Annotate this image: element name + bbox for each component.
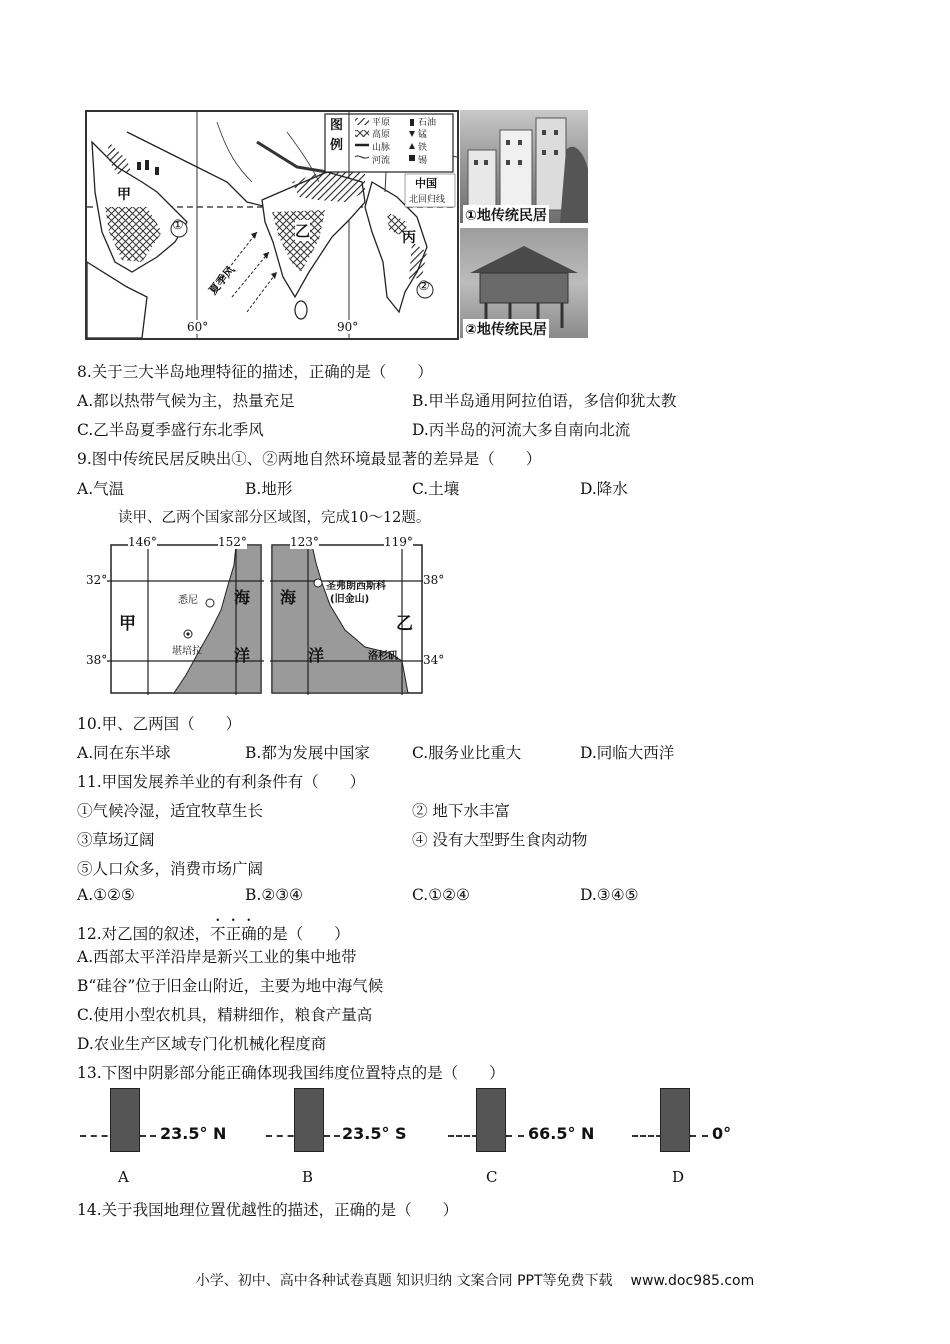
lat-32: 32° <box>86 573 108 587</box>
q12-stem <box>77 916 350 944</box>
q11-option-c: C.①②④ <box>412 886 470 904</box>
legend-plateau: 高原 <box>372 130 391 140</box>
marker-2: ② <box>418 279 430 294</box>
page-footer <box>0 1270 950 1290</box>
lat-34-right: 34° <box>423 653 445 667</box>
q13-figure-b-letter: B <box>302 1168 314 1186</box>
sea-left-2: 洋 <box>234 646 251 665</box>
q11-stem: 11.甲国发展养羊业的有利条件有（ ） <box>77 773 366 791</box>
legend-mountain: 山脉 <box>372 143 391 153</box>
city-los-angeles: 洛杉矶 <box>368 651 398 662</box>
q13-figure-a <box>80 1088 240 1188</box>
label-lon90: 90° <box>337 320 359 334</box>
lat-38: 38° <box>86 653 108 667</box>
photo-caption-1: ①地传统民居 <box>463 205 549 225</box>
legend-river: 河流 <box>372 156 391 166</box>
q13-figure-a-label: 23.5° N <box>160 1124 227 1143</box>
legend-iron: 铁 <box>418 143 428 153</box>
q9-option-c: C.土壤 <box>412 480 460 498</box>
label-bing: 丙 <box>402 230 416 246</box>
lon-119: 119° <box>384 535 413 549</box>
q13-figure-d-line <box>632 1135 662 1137</box>
q13-figure-d-label: 0° <box>712 1124 732 1143</box>
q11-statement-4: ④ 没有大型野生食肉动物 <box>412 831 588 849</box>
q11-statement-2: ② 地下水丰富 <box>412 802 510 820</box>
q9-option-d: D.降水 <box>580 480 628 498</box>
q12-option-a: A.西部太平洋沿岸是新兴工业的集中地带 <box>77 948 357 966</box>
footer-text: 小学、初中、高中各种试卷真题 知识归纳 文案合同 PPT等免费下载 <box>195 1273 613 1289</box>
q13-figure-b-label: 23.5° S <box>342 1124 407 1143</box>
q9-option-b: B.地形 <box>245 480 293 498</box>
country-yi: 乙 <box>396 614 413 634</box>
footer-url[interactable]: www.doc985.com <box>630 1273 755 1289</box>
city-san-francisco-alt: (旧金山) <box>330 594 370 605</box>
intro-text: 读甲、乙两个国家部分区域图，完成10～12题。 <box>118 510 431 526</box>
label-yi: 乙 <box>295 222 311 240</box>
q13-figure-b <box>266 1088 426 1188</box>
q11-option-b: B.②③④ <box>245 886 304 904</box>
q10-option-c: C.服务业比重大 <box>412 744 522 762</box>
q14-stem: 14.关于我国地理位置优越性的描述，正确的是（ ） <box>77 1201 459 1219</box>
label-tropic: 北回归线 <box>409 195 446 205</box>
q12-option-b: B“硅谷”位于旧金山附近，主要为地中海气候 <box>77 977 384 995</box>
q10-option-b: B.都为发展中国家 <box>245 744 370 762</box>
q12-stem-emphasis: 不正确 <box>210 925 257 943</box>
q12-stem-part2: 的是（ ） <box>256 925 350 943</box>
sea-right-2: 洋 <box>308 646 325 665</box>
q13-figure-c-dash <box>506 1135 524 1137</box>
lon-152: 152° <box>218 535 247 549</box>
lon-123: 123° <box>290 535 319 549</box>
legend-tin: 锡 <box>418 156 428 166</box>
lat-38-right: 38° <box>423 573 445 587</box>
south-asia-map <box>85 110 459 340</box>
q8-option-d: D.丙半岛的河流大多自南向北流 <box>412 421 631 439</box>
usa-map-drawing <box>270 535 452 695</box>
legend-plain: 平原 <box>372 118 391 128</box>
photo-caption-2: ②地传统民居 <box>463 319 549 339</box>
q12-option-d: D.农业生产区域专门化机械化程度商 <box>77 1035 327 1053</box>
label-monsoon: 夏季风 <box>206 263 238 298</box>
lon-146: 146° <box>128 535 157 549</box>
q13-figure-c-line <box>448 1135 478 1137</box>
q13-stem: 13.下图中阴影部分能正确体现我国纬度位置特点的是（ ） <box>77 1064 505 1082</box>
q11-option-d: D.③④⑤ <box>580 886 639 904</box>
q9-option-a: A.气温 <box>77 480 125 498</box>
city-san-francisco: 圣弗朗西斯科 <box>326 581 386 592</box>
q8-option-a: A.都以热带气候为主，热量充足 <box>77 392 295 410</box>
legend-manganese: 锰 <box>418 130 428 140</box>
q10-option-a: A.同在东半球 <box>77 744 171 762</box>
legend-oil: 石油 <box>418 118 437 128</box>
q11-option-a: A.①②⑤ <box>77 886 135 904</box>
label-china: 中国 <box>415 177 437 190</box>
q10-option-d: D.同临大西洋 <box>580 744 675 762</box>
q11-statement-3: ③草场辽阔 <box>77 831 155 849</box>
q12-stem-part1: 12.对乙国的叙述， <box>77 925 211 943</box>
australia-map-drawing <box>86 535 264 695</box>
q13-figure-d <box>632 1088 742 1188</box>
legend-title: 图例 <box>330 118 344 153</box>
label-jia: 甲 <box>117 184 131 204</box>
q13-figure-d-letter: D <box>672 1168 685 1186</box>
q11-statement-1: ①气候冷湿，适宜牧草生长 <box>77 802 264 820</box>
q13-figure-a-letter: A <box>118 1168 129 1186</box>
q13-figure-a-dash <box>140 1135 156 1137</box>
q10-stem: 10.甲、乙两国（ ） <box>77 715 242 733</box>
q8-option-b: B.甲半岛通用阿拉伯语，多信仰犹太教 <box>412 392 677 410</box>
country-jia: 甲 <box>119 614 136 634</box>
q13-figure-a-shaded-bar <box>110 1088 140 1152</box>
q9-stem: 9.图中传统民居反映出①、②两地自然环境最显著的差异是（ ） <box>77 450 542 468</box>
label-lon60: 60° <box>187 320 209 334</box>
q13-figure-c-label: 66.5° N <box>528 1124 595 1143</box>
q13-figure-c-shaded-bar <box>476 1088 506 1152</box>
marker-1: ① <box>172 218 184 233</box>
city-sydney: 悉尼 <box>178 595 198 606</box>
q13-figure-b-shaded-bar <box>294 1088 324 1152</box>
q12-option-c: C.使用小型农机具，精耕细作，粮食产量高 <box>77 1006 373 1024</box>
city-canberra: 堪培拉 <box>172 646 202 657</box>
q8-option-c: C.乙半岛夏季盛行东北季风 <box>77 421 264 439</box>
sea-left-1: 海 <box>234 588 251 607</box>
q13-figure-c-letter: C <box>486 1168 498 1186</box>
australia-map <box>86 535 264 695</box>
usa-map <box>270 535 452 695</box>
south-asia-map-drawing <box>87 112 457 338</box>
q13-figure-b-dash <box>324 1135 340 1137</box>
q13-figure-c <box>448 1088 618 1188</box>
q11-statement-5: ⑤人口众多，消费市场广阔 <box>77 860 264 878</box>
q13-figure-d-shaded-bar <box>660 1088 690 1152</box>
sea-right-1: 海 <box>280 588 297 607</box>
q13-figure-d-dash <box>690 1135 708 1137</box>
q8-stem: 8.关于三大半岛地理特征的描述，正确的是（ ） <box>77 363 433 381</box>
